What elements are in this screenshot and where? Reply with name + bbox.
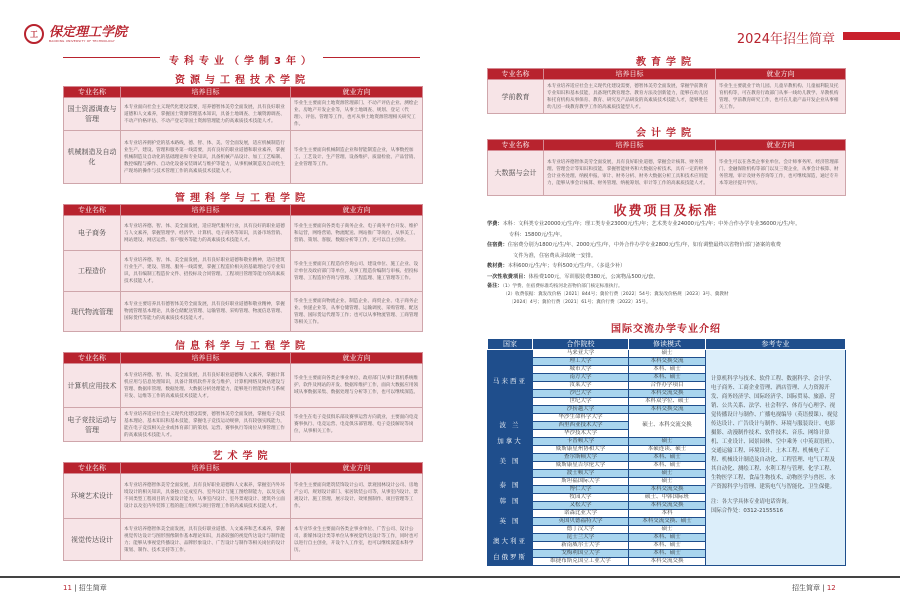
major-name: 视觉传达设计 (64, 519, 121, 561)
school-logo (24, 24, 127, 44)
major-job: 毕业生主要面向物流企业、制造企业、商贸企业、电子商务企业、快递企业等，从事仓储管理、运输调度、采购管理、配送管理、国际货运代理等工作；也可以从事物流管理、工商管理等相关工作。 (291, 292, 423, 332)
intl-country: 英 国 (488, 510, 533, 534)
intl-mode: 本科交换交流 (629, 358, 706, 366)
col-major: 专业名称 (64, 353, 121, 364)
col-major: 专业名称 (64, 205, 121, 216)
page-footer-left: 11 | 招生简章 (63, 584, 107, 592)
intl-country: 马来西亚 (488, 350, 533, 414)
intl-mode: 本科、硕士 (629, 534, 706, 542)
intl-country: 泰 国 (488, 478, 533, 494)
major-name: 电子商务 (64, 216, 121, 251)
college-title: 信息科学与工程学院 (175, 341, 310, 352)
table-header-row (488, 69, 846, 80)
intl-table (487, 338, 846, 566)
fees-block (487, 219, 847, 307)
major-goal: 本专业培养德智体美全面发展，具有良好职业道德、人文素养和艺术素养，掌握视觉传达设计与图形图像制作基本理论知识，具备较强的视觉传达设计与制作能力；能够从事视觉传播设计、品牌形象设计、广告设计与制作等相关岗位的设计策划、制作、技术支持等工作。 (121, 519, 291, 561)
contact-note: 注：各大学具体专业请电话咨询。 (711, 499, 792, 505)
intl-school: 理工大学 (533, 358, 629, 366)
intl-mode: 本科交流交换、硕士 (629, 518, 706, 526)
major-goal: 本专业主要培养具有德智体美劳全面发展，具有良好职业道德和敬业精神，掌握物流管理基本理论，具备仓储配送管理、运输管理、采购管理、物流信息管理、国际货代等能力的高素质技术技能人才。 (121, 292, 291, 332)
college-title: 会计学院 (636, 128, 696, 139)
major-goal: 本专业面向社会主义现代化建设需要，培养德智体美劳全面发展，具有良好职业道德和人文素养，掌握国土资源管理基本知识，具备土地调查、土壤资源调查、不动产价格评估、不动产登记等国土资源管理能力的高素质技术技能人才。 (121, 98, 291, 131)
intl-school: 威斯康星州协和大学 (533, 446, 629, 454)
intl-reference (706, 350, 846, 566)
intl-school: 斯坦福国际大学 (533, 478, 629, 486)
major-job: 本专业毕业生主要面向各类企事业单位、广告公司、设计公司、新媒体设计类等单位从事视觉传达设计等工作，同时也可以进行自主创业，开设个人工作室，也可以继续深造本科学历。 (291, 519, 423, 561)
intl-school: 英国贝德福特大学 (533, 518, 629, 526)
major-table (63, 352, 423, 442)
table-header-row (64, 463, 423, 474)
intl-school: 昆士兰大学 (533, 534, 629, 542)
table-header-row (64, 353, 423, 364)
major-name: 计算机应用技术 (64, 364, 121, 408)
intl-school: 查尔斯顿大学 (533, 454, 629, 462)
intl-school: 又松大学 (533, 502, 629, 510)
fee-once: 一次性收费项目：体检费100元，军训服装费380元，公寓物品500元/套。 (487, 273, 659, 280)
intl-mode: 本科交流交换 (629, 502, 706, 510)
college-title: 艺术学院 (212, 451, 273, 462)
school-seal-icon: 工 (24, 24, 44, 44)
major-table (63, 86, 423, 184)
col-major: 专业名称 (64, 463, 121, 474)
intl-country: 白俄罗斯 (488, 550, 533, 566)
intl-mode: 本科交流交换 (629, 486, 706, 494)
major-goal: 本专业培养德、智、体、美全面发展，具有良好职业道德和人文素养，掌握计算机应用与信息处理知识，具备计算机软件开发与维护、计算机网络及网站建设与管理、数据库管理、数据处理、大数据分析处理能力，能够进行智能软件与系统开发、运维等工作的高素质技术技能人才。 (121, 364, 291, 408)
major-row (64, 519, 423, 561)
major-table (487, 68, 846, 114)
major-job: 毕业生主要面向土地资源管理部门、不动产评估企业、测绘企业、房地产开发企业等，从事土地调查、规划、登记（代理）、评估、管理等工作，也可从事土地资源管理相关研究工作。 (291, 98, 423, 131)
major-table (487, 139, 846, 196)
major-row (64, 474, 423, 519)
intl-school: 博仁大学 (533, 486, 629, 494)
intl-mode: 本科双学位、硕士 (629, 398, 706, 406)
intl-school: 世纪大学 (533, 398, 629, 406)
col-job: 就业方向 (291, 353, 423, 364)
brand-bar (843, 32, 900, 40)
intl-mode: 本科交换交流 (629, 406, 706, 414)
intl-school: 西里西亚技术大学 (533, 422, 629, 430)
major-row (64, 292, 423, 332)
intl-mode: 硕士 (629, 526, 706, 534)
fee-notes: 备注：（1）学费、住宿费标准均按河北省物价部门核定标准执行。 （2）收费依据：冀发改价格〔2021〕844号；冀价行费〔2022〕54号；冀发改价格规〔2023〕3号、冀教财 〔2024〕4号；冀价行费〔2021〕61号；冀价行费〔2022〕35号。 (487, 283, 729, 305)
major-name: 国土资源调查与管理 (64, 98, 121, 131)
major-row (64, 364, 423, 408)
major-job: 毕业生可以在各类企事业单位、会计师事务所、经济管理部门、金融保险机构等部门以及三资企业，从事会计核算、财务管理、审计及财务咨询等工作，也可继续深造，通过专升本等途径提升学历。 (716, 151, 846, 196)
intl-mode: 本科、硕士 (629, 462, 706, 470)
major-goal: 本专业培养德智体美劳全面发展，具有良好职业道德和人文素养，掌握室内外环境设计的相关知识，具备独立完成室内、室外设计与施工图绘制能力，以及完成不同类型工程项目的方案设计能力，从事室内设计、室外景观设计、建筑外立面设计以及室内外装饰工程的施工组织与项目管理工作的高素质技术技能人才。 (121, 474, 291, 519)
major-goal: 本专业培养拥护党的基本路线，德、智、体、美、劳全面发展，适应机械制造行业生产、建设、管理和服务第一线需要，具有良好的职业道德和职业素养，掌握机械制造及自动化的基础理论和专业知识，具备机械产品设计、加工工艺编制、数控编程与操作、自动化设备安装调试与维护等能力，从事机械制造及自动化生产现场的操作与技术管理工作的高素质技术技能人才。 (121, 131, 291, 184)
footer-rule-right (450, 576, 900, 578)
intl-school: 沙巴大学 (533, 390, 629, 398)
intl-mode: 本科、硕士 (629, 550, 706, 558)
footer-rule-left (0, 576, 450, 578)
major-goal: 本专业培养适应社会主义现代化建设需要，德智体美劳全面发展，掌握电子竞技基本理论、基本知识和基本技能，掌握电子竞技运动规律，具有较强实践能力，能在电子竞技相关企业或体育部门的策划、运营、赛事执行等岗位从事管理工作的高素质技术技能人才。 (121, 408, 291, 442)
major-goal: 本专业培养德、智、体、美全面发展，适应现代服务行业，具有良好的职业道德与人文素养，掌握管理学、经济学、计算机、电子商务等知识，具备市场营销、网站建设、网店运营、客户服务等能力的高素质技术技能人才。 (121, 216, 291, 251)
intl-country: 韩 国 (488, 494, 533, 510)
intl-school: 诺森比亚大学 (533, 510, 629, 518)
intl-school: 威斯康星吉尔伦大学 (533, 462, 629, 470)
intl-school: 沙捞越大学 (533, 406, 629, 414)
major-name: 机械制造及自动化 (64, 131, 121, 184)
col-country: 国家 (488, 339, 533, 350)
intl-school: 德丁汉大学 (533, 526, 629, 534)
intl-mode: 硕士 (629, 350, 706, 358)
fee-tuition: 学费：本科：文科类专业20000元/生/年；理工类专业23000元/生/年；艺术类专业24000元/生/年；中外合作办学专业36000元/生/年。 (487, 221, 801, 227)
major-job: 毕业生主要面向工程造价咨询公司、建设单位、施工企业、设计单位及政府部门等单位，从事工程造价编制与审核、招投标管理、工程造价咨询与管理、工程监理、施工管理等工作。 (291, 251, 423, 292)
major-name: 学前教育 (488, 80, 544, 114)
col-job: 就业方向 (716, 140, 846, 151)
col-job: 就业方向 (291, 87, 423, 98)
col-goal: 培养目标 (121, 463, 291, 474)
major-row (488, 80, 846, 114)
intl-mode: 硕士 (629, 470, 706, 478)
intl-school: 华沙技术大学 (533, 430, 629, 438)
fee-books: 教材费：本科600元/生/年；专科500元/生/年。（多退少补） (487, 263, 626, 269)
major-job: 毕业生主要面向建筑装饰设计公司、景观园林设计公司、房地产公司、规划设计部门、家居软装公司等，从事室内设计、景观设计、施工管理、展示设计、效果图制作、项目管理等工作。 (291, 474, 423, 519)
intl-mode: 本科交流交换 (629, 390, 706, 398)
col-job: 就业方向 (291, 205, 423, 216)
fees-title: 收费项目及标准 (613, 204, 719, 219)
col-major: 专业名称 (488, 69, 544, 80)
fee-tuition-zk: 专科：15800元/生/年。 (509, 231, 566, 238)
major-row (64, 98, 423, 131)
intl-mode: 本科交流交换 (629, 558, 706, 566)
major-row (64, 216, 423, 251)
major-goal: 本专业培养适应社会主义现代化建设需要，德智体美劳全面发展，掌握学前教育专业知识和基本技能，具备现代教育理念、教育方法及创新能力，能够在幼儿园和托育机构从事保育、教育、研究及产品研发的高素质技术技能人才，能够胜任幼儿园一线教育教学工作的高素质技能型人才。 (544, 80, 716, 114)
intl-school: 戈梅利国立大学 (533, 550, 629, 558)
intl-school: 牧园大学 (533, 494, 629, 502)
intl-mode: 本科、硕士 (629, 542, 706, 550)
major-table (63, 204, 423, 332)
major-job: 毕业生在电子竞技俱乐部及赛事运营方向就业，主要面向电竞赛事执行、电竞运营、电竞俱乐部管理、电子竞技解说等岗位，从事相关工作。 (291, 408, 423, 442)
intl-mode: 硕士 (629, 478, 706, 486)
college-title: 资源与工程技术学院 (175, 75, 310, 86)
page-title: 专科专业（学制3年） (169, 56, 316, 67)
major-goal: 本专业培养德、智、体、美全面发展，具有良好职业道德和敬业精神，适应建筑行业生产、建设、管理、服务一线需要，掌握工程造价相关的基础理论与专业知识，具有编制工程造价文件、招投标及合同管理、工程项目管理等能力的高素质技术技能人才。 (121, 251, 291, 292)
fee-dorm: 住宿费：住宿费分别为1800元/生/年、2000元/生/年，中外合作办学专业2800元/生/年，如有调整最终以省物价部门备案的收费 (487, 242, 781, 248)
major-job: 毕业生主要就业于幼儿园、儿童早教机构、儿童福利院及托育机构等，可在教育行政部门从事一线幼儿教学、早教机构管理、学前教育研究工作，也可在儿童产品开发企业从事相关工作。 (716, 80, 846, 114)
table-header-row (488, 140, 846, 151)
major-name: 电子竞技运动与管理 (64, 408, 121, 442)
intl-mode: 硕士 (629, 438, 706, 446)
intl-school: 马来亚大学 (533, 350, 629, 358)
major-name: 工程造价 (64, 251, 121, 292)
col-reference: 参考专业 (706, 339, 846, 350)
major-goal: 本专业培养德智体美劳全面发展，具有良好职业道德，掌握会计核算、财务管理、管理会计等知识和技能，掌握智能财务和大数据分析技术，具有一定的财务会计业务处理、纳税申报、审计、财务分析、财务大数据分析工具和技术应用能力，能够从事会计核算、财务管理、纳税筹划、审计等工作的高素质技能人才。 (544, 151, 716, 196)
major-name: 现代物流管理 (64, 292, 121, 332)
table-header-row (64, 205, 423, 216)
intl-mode: 本硕连读、硕士 (629, 446, 706, 454)
page-footer-right: 招生简章 | 12 (792, 584, 836, 592)
intl-mode: 本科、硕士 (629, 374, 706, 382)
intl-country: 澳大利亚 (488, 534, 533, 550)
intl-mode: 硕士、中韩国际班 (629, 494, 706, 502)
col-school: 合作院校 (533, 339, 629, 350)
col-goal: 培养目标 (121, 353, 291, 364)
school-name-en: BAODING UNIVERSITY OF TECHNOLOGY (49, 38, 115, 43)
fee-dorm-2: 文件为准，住宿费从录取统一安排。 (513, 252, 597, 259)
intl-mode: 本科、硕士 (629, 454, 706, 462)
col-goal: 培养目标 (544, 140, 716, 151)
reference-majors: 计算机科学与技术、软件工程、数据科学、会计学、电子商务、工商企业管理、酒店管理、人力资源开发、商务经济学、国际经济学、国际贸易、旅游、营销、公共关系、法学、社会科学、体育与心理学、视觉传播设计与制作、广播电视编导（英语授课）、视觉传达设计、广告设计与制作、环境与服装设计、电影摄影、动漫制作技术、软件技术、音乐、网络计算机、工业设计、园景园林、空中乘务（中英双语班）、交通运输工程、环境设计、土木工程、机械电子工程、机械设计制造及自动化、工程管理、电气工程及其自动化、测绘工程、水利工程与管理、化学工程、生物医学工程、食品生物技术、动物医学与兽医、水产资源科学与管理、建筑电气与智能化、卫生保健。 (711, 376, 838, 490)
col-goal: 培养目标 (544, 69, 716, 80)
contact-phone: 国际合作处：0312-2155516 (711, 508, 784, 514)
intl-school: 汝莱大学 (533, 382, 629, 390)
major-row (64, 251, 423, 292)
col-major: 专业名称 (64, 87, 121, 98)
col-goal: 培养目标 (121, 205, 291, 216)
col-major: 专业名称 (488, 140, 544, 151)
intl-country: 美 国 (488, 446, 533, 478)
col-job: 就业方向 (291, 463, 423, 474)
intl-mode: 本科 (629, 510, 706, 518)
major-job: 毕业生主要面向各类电子商务企业、电子商务平台开发、维护和运营，网络营销、物流配送、网站推广等岗位，从事美工、营销、策划、客服、数据分析等工作，还可以自主创业。 (291, 216, 423, 251)
brochure-title: 2024年招生简章 (736, 32, 835, 47)
major-row (64, 131, 423, 184)
major-row (488, 151, 846, 196)
intl-school: 维捷布斯克国立工业大学 (533, 558, 629, 566)
title-rule-left (63, 57, 160, 58)
major-table (63, 462, 423, 561)
college-title: 教育学院 (636, 57, 696, 68)
intl-school: 南方大学 (533, 374, 629, 382)
major-job: 毕业生主要面向各类企事业单位、政府部门从事计算机系统维护、软件及网站的开发、数据库维护工作，面向大数据应用领域从事数据采集、数据处理与分析等工作，也可以继续深造。 (291, 364, 423, 408)
intl-school: 华沙生命科学大学 (533, 414, 629, 422)
col-mode: 修读模式 (629, 339, 706, 350)
intl-mode: 硕士、本科交流交换 (629, 414, 706, 438)
table-header-row (64, 87, 423, 98)
school-name: 保定理工学院 (49, 24, 128, 40)
intl-mode: 合作办学项目 (629, 382, 706, 390)
major-row (64, 408, 423, 442)
intl-country: 波 兰 (488, 414, 533, 438)
major-job: 毕业生主要面向机械制造企业和智能制造企业，从事数控加工、工艺设计、生产管理、设备维护、质量检验、产品营销、企业管理等工作。 (291, 131, 423, 184)
title-rule-right (323, 57, 420, 58)
major-name: 环境艺术设计 (64, 474, 121, 519)
intl-school: 城市大学 (533, 366, 629, 374)
col-goal: 培养目标 (121, 87, 291, 98)
intl-mode: 本科、硕士 (629, 366, 706, 374)
col-job: 就业方向 (716, 69, 846, 80)
intl-school: 波士顿大学 (533, 470, 629, 478)
intl-country: 加拿大 (488, 438, 533, 446)
major-name: 大数据与会计 (488, 151, 544, 196)
intl-school: 新南威尔士大学 (533, 542, 629, 550)
college-title: 管理科学与工程学院 (175, 193, 310, 204)
intl-title: 国际交流办学专业介绍 (611, 324, 721, 335)
intl-school: 卡普顿大学 (533, 438, 629, 446)
intl-row (488, 350, 846, 358)
